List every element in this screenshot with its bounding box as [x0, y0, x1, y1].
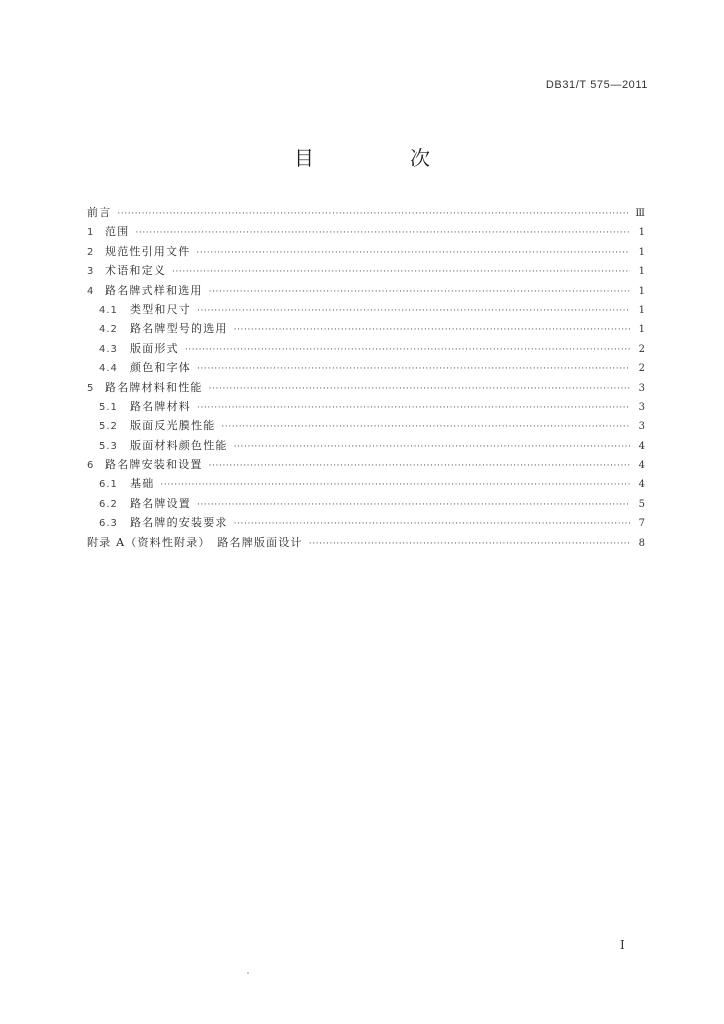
toc-entry-4-3[interactable] [87, 339, 645, 358]
toc-entry-label: 范围 [105, 225, 130, 239]
toc-entry-label: 附录 A（资料性附录） 路名牌版面设计 [87, 535, 303, 549]
toc-entry-4-1[interactable] [87, 300, 645, 319]
toc-entry-appendix-a[interactable] [87, 533, 645, 552]
toc-entry-section-4[interactable] [87, 281, 645, 300]
toc-entry-page: 1 [638, 304, 645, 316]
toc-entry-page: 3 [638, 401, 645, 413]
toc-entry-label: 路名牌安装和设置 [105, 458, 203, 472]
toc-entry-label: 路名牌设置 [130, 496, 191, 510]
toc-entry-page: 2 [638, 343, 645, 355]
toc-entry-6-2[interactable] [87, 494, 645, 513]
toc-entry-page: 3 [638, 421, 645, 433]
toc-entry-page: Ⅲ [635, 208, 645, 219]
toc-entry-4-4[interactable] [87, 358, 645, 377]
toc-entry-number: 5.2 [99, 421, 118, 433]
page-title: 目 次 [294, 146, 468, 170]
toc-entry-label: 路名牌材料 [130, 399, 191, 413]
dot-leader [209, 380, 630, 399]
toc-entry-5-1[interactable] [87, 397, 645, 416]
toc-entry-page: 4 [638, 460, 645, 472]
table-of-contents [87, 203, 645, 552]
toc-entry-number: 3 [87, 266, 94, 278]
dot-leader [197, 496, 630, 515]
toc-entry-label: 版面材料颜色性能 [130, 438, 228, 452]
toc-entry-label: 颜色和字体 [130, 361, 191, 375]
toc-entry-number: 5.3 [99, 440, 118, 452]
toc-entry-4-2[interactable] [87, 319, 645, 338]
dot-leader [197, 360, 630, 379]
toc-entry-label: 基础 [130, 477, 155, 491]
toc-entry-page: 1 [638, 285, 645, 297]
toc-entry-page: 4 [638, 440, 645, 452]
dot-leader [197, 399, 630, 418]
toc-entry-number: 2 [87, 246, 94, 258]
toc-entry-5-3[interactable] [87, 436, 645, 455]
toc-entry-page: 8 [638, 537, 645, 549]
toc-entry-label: 版面反光膜性能 [130, 419, 216, 433]
toc-entry-number: 1 [87, 227, 94, 239]
toc-entry-number: 4.4 [99, 363, 118, 375]
dot-leader [185, 341, 630, 360]
dot-leader [160, 476, 630, 495]
toc-entry-label: 路名牌式样和选用 [105, 283, 203, 297]
page-number: Ⅰ [620, 938, 625, 952]
toc-entry-label: 术语和定义 [105, 264, 166, 278]
toc-entry-page: 5 [638, 498, 645, 510]
toc-entry-section-5[interactable] [87, 378, 645, 397]
toc-entry-number: 4 [87, 285, 94, 297]
dot-leader [309, 535, 630, 554]
toc-entry-page: 1 [638, 324, 645, 336]
toc-entry-normative-references[interactable] [87, 242, 645, 261]
toc-entry-number: 5.1 [99, 401, 118, 413]
document-code: DB31/T 575—2011 [545, 79, 648, 91]
toc-entry-label: 规范性引用文件 [105, 244, 191, 258]
toc-entry-5-2[interactable] [87, 416, 645, 435]
dot-leader [209, 457, 630, 476]
toc-entry-label: 类型和尺寸 [130, 302, 191, 316]
dot-leader [221, 418, 630, 437]
toc-entry-page: 2 [638, 363, 645, 375]
toc-entry-number: 4.2 [99, 324, 118, 336]
toc-entry-number: 6.2 [99, 498, 118, 510]
toc-entry-section-6[interactable] [87, 455, 645, 474]
dot-leader [234, 321, 630, 340]
toc-entry-scope[interactable] [87, 222, 645, 241]
toc-entry-label: 前言 [87, 206, 112, 219]
toc-entry-page: 4 [638, 479, 645, 491]
scan-speck [247, 972, 249, 974]
toc-entry-foreword[interactable] [87, 203, 645, 222]
toc-entry-number: 5 [87, 382, 94, 394]
toc-entry-6-1[interactable] [87, 474, 645, 493]
dot-leader [117, 205, 630, 224]
toc-entry-page: 1 [638, 246, 645, 258]
dot-leader [196, 244, 630, 263]
toc-entry-label: 路名牌的安装要求 [130, 516, 228, 530]
toc-entry-label: 路名牌型号的选用 [130, 322, 228, 336]
toc-entry-label: 路名牌材料和性能 [105, 380, 203, 394]
toc-entry-number: 4.1 [99, 304, 118, 316]
dot-leader [234, 438, 630, 457]
toc-entry-label: 版面形式 [130, 341, 179, 355]
dot-leader [172, 263, 630, 282]
toc-entry-page: 3 [638, 382, 645, 394]
toc-entry-number: 6 [87, 460, 94, 472]
toc-entry-6-3[interactable] [87, 513, 645, 532]
dot-leader [197, 302, 630, 321]
toc-entry-page: 1 [638, 227, 645, 239]
dot-leader [135, 224, 630, 243]
dot-leader [209, 283, 630, 302]
toc-entry-number: 6.1 [99, 479, 118, 491]
toc-entry-number: 6.3 [99, 518, 118, 530]
toc-entry-page: 7 [638, 518, 645, 530]
toc-entry-page: 1 [638, 266, 645, 278]
toc-entry-terms-definitions[interactable] [87, 261, 645, 280]
toc-entry-number: 4.3 [99, 343, 118, 355]
